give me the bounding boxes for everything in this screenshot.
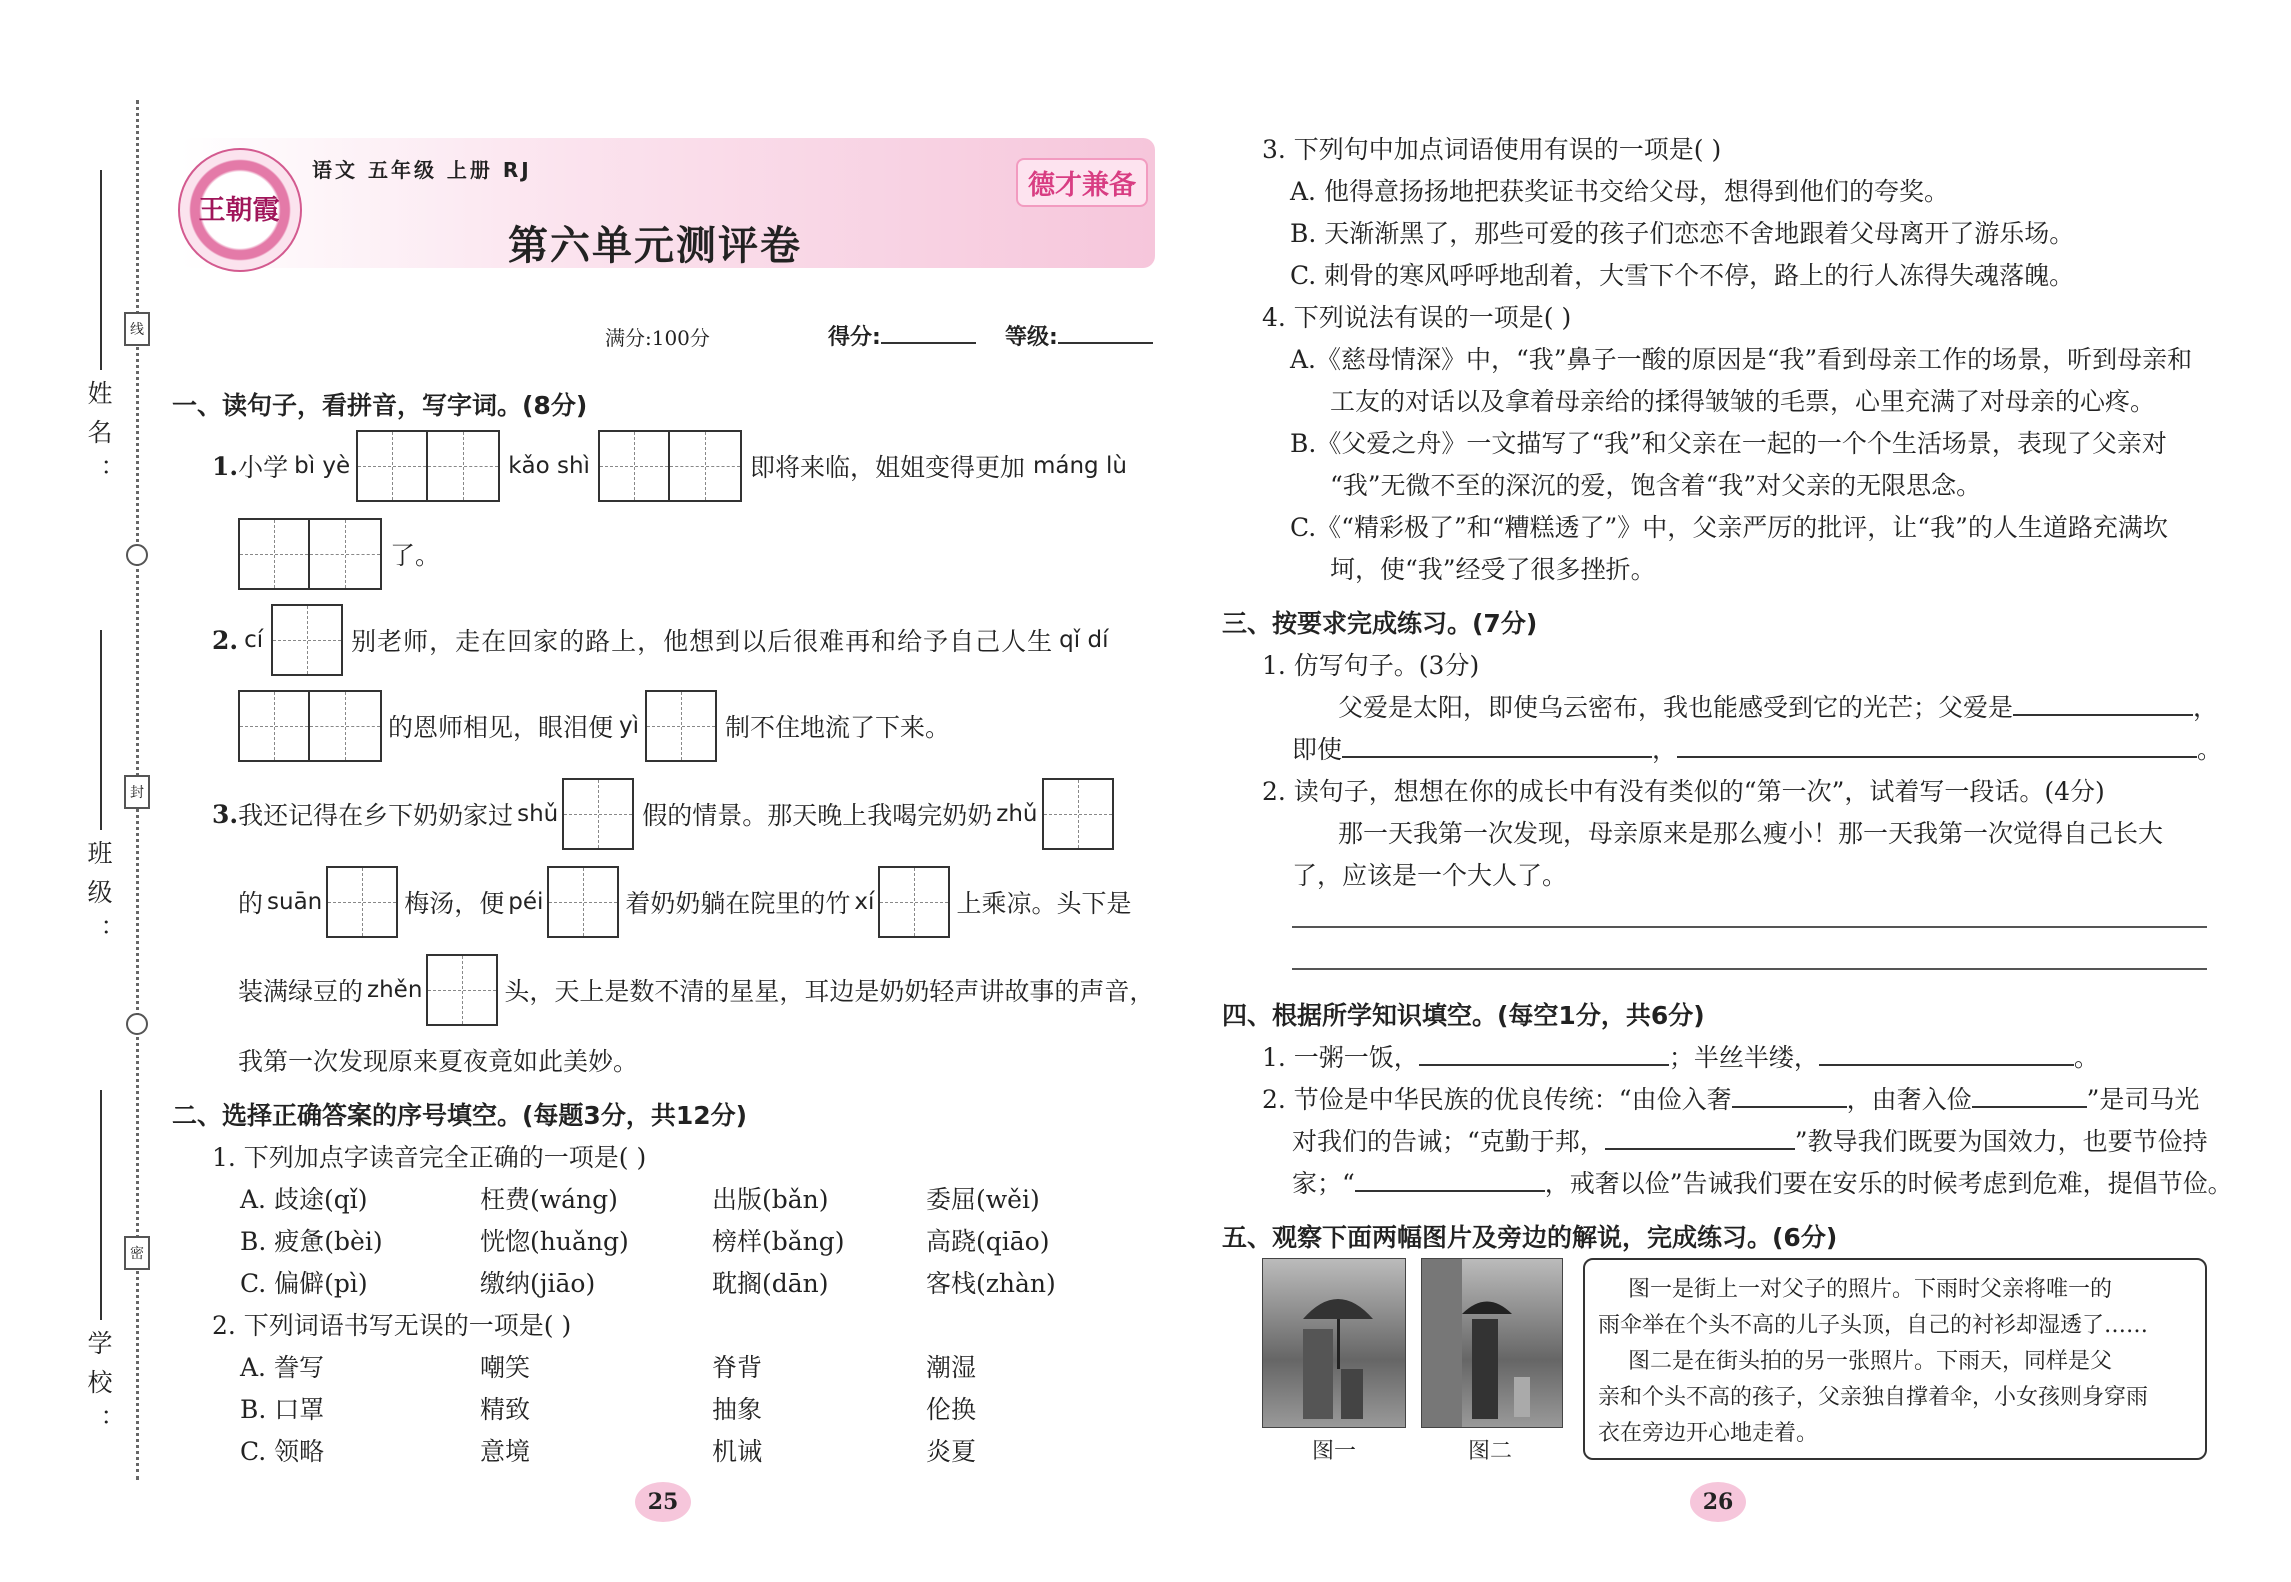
q1-line2: [238, 518, 440, 590]
s4q2-text-b: ，由奢入俭: [1846, 1085, 1972, 1114]
q3-pinyin-3: suān: [267, 889, 323, 915]
q3-pinyin-5: xí: [854, 889, 875, 915]
s4q2-line3: [1292, 1164, 2233, 1200]
q3-text-f: 上乘凉。头下是: [956, 889, 1132, 918]
street-scene-icon: [1422, 1259, 1562, 1427]
caption-line-2: 雨伞举在个头不高的儿子头顶，自己的衬衫却湿透了……: [1598, 1313, 2149, 1338]
answer-line-2[interactable]: [1292, 968, 2207, 970]
grade-blank[interactable]: [1058, 318, 1153, 344]
photo-father-son: [1262, 1258, 1406, 1428]
s3q1-text: 父爱是太阳，即使乌云密布，我也能感受到它的光芒；父爱是: [1338, 693, 2014, 722]
section-2-title: 二、选择正确答案的序号填空。(每题3分，共12分): [172, 1101, 748, 1130]
mc1-option-1-3: 高跷(qiāo): [926, 1227, 1050, 1256]
q3-grid-5[interactable]: [878, 866, 950, 938]
mc1-option-2-1: 缴纳(jiāo): [480, 1269, 596, 1298]
q3-grid-2[interactable]: [1042, 778, 1114, 850]
brand-logo-text: 王朝霞: [198, 195, 280, 226]
q1-line1: [212, 430, 1127, 502]
q3-text-d: 梅汤，便: [404, 889, 505, 918]
q3-text-g: 装满绿豆的: [238, 977, 364, 1006]
mc1-option-2-2: 耽搁(dān): [712, 1269, 829, 1298]
score-field: [828, 318, 976, 351]
mc2-option-1-1: 精致: [480, 1395, 531, 1424]
mc3-option-c: C. 刺骨的寒风呼呼地刮着，大雪下个不停，路上的行人冻得失魂落魄。: [1290, 261, 2075, 290]
mc4-option-c2: 坷，使“我”经受了很多挫折。: [1330, 555, 1656, 584]
s3q1-blank-1[interactable]: [2013, 690, 2193, 716]
binding-hole-icon: [126, 544, 148, 566]
q1-grid-2[interactable]: [598, 430, 742, 502]
s3q2-line2: 了，应该是一个大人了。: [1292, 861, 1568, 890]
q3-grid-6[interactable]: [426, 954, 498, 1026]
mc4-stem: 4. 下列说法有误的一项是( ): [1262, 303, 1572, 332]
subject-info: 语文 五年级 上册 RJ: [312, 158, 532, 182]
q2-text-c: 制不住地流了下来。: [725, 713, 951, 742]
mc4-option-b2: “我”无微不至的深沉的爱，饱含着“我”对父亲的无限思念。: [1330, 471, 1982, 500]
mc4-option-a1: A.《慈母情深》中，“我”鼻子一酸的原因是“我”看到母亲工作的场景，听到母亲和: [1290, 345, 2193, 374]
q3-pinyin-6: zhěn: [367, 977, 423, 1003]
q3-text-h: 头，天上是数不清的星星，耳边是奶奶轻声讲故事的声音，: [504, 977, 1155, 1006]
school-label: 学校：: [84, 1330, 113, 1447]
cut-mark-secret: 密: [124, 1236, 150, 1270]
mc1-option-0-2: 出版(bǎn): [712, 1185, 829, 1214]
photo-father-daughter: [1421, 1258, 1563, 1428]
school-write-line: [100, 1090, 102, 1320]
mc2-option-2-2: 机诫: [712, 1437, 763, 1466]
section-3-title: 三、按要求完成练习。(7分): [1222, 609, 1538, 638]
mc4-option-a2: 工友的对话以及拿着母亲给的揉得皱皱的毛票，心里充满了对母亲的心疼。: [1330, 387, 2156, 416]
score-label: 得分:: [828, 325, 881, 350]
section-4-title: 四、根据所学知识填空。(每空1分，共6分): [1222, 1001, 1705, 1030]
full-score: 满分:100分: [605, 326, 710, 350]
q2-grid-1[interactable]: [271, 604, 343, 676]
s4q2-blank-2[interactable]: [1972, 1082, 2087, 1108]
q2-pinyin-3: yì: [619, 713, 640, 739]
s3q2-line1: 那一天我第一次发现，母亲原来是那么瘦小！那一天我第一次觉得自己长大: [1338, 819, 2164, 848]
q1-text-a: 小学: [238, 453, 289, 482]
mc3-option-b: B. 天渐渐黑了，那些可爱的孩子们恋恋不舍地跟着父母离开了游乐场。: [1290, 219, 2075, 248]
s4q1-text-c: 。: [2073, 1043, 2099, 1072]
class-label: 班级：: [84, 840, 113, 957]
mc2-option-0-3: 潮湿: [926, 1353, 977, 1382]
q2-text-b: 的恩师相见，眼泪便: [388, 713, 614, 742]
s4q1-text-b: ；半丝半缕，: [1668, 1043, 1819, 1072]
q3-grid-1[interactable]: [562, 778, 634, 850]
q1-grid-1[interactable]: [356, 430, 500, 502]
s4q1: [1262, 1038, 2099, 1074]
q1-pinyin-3: máng lù: [1032, 453, 1127, 479]
q1-pinyin-1: bì yè: [294, 453, 351, 479]
q3-text-a: 我还记得在乡下奶奶家过: [238, 801, 514, 830]
q3-line3: [238, 954, 1154, 1026]
mc2-option-0-1: 嘲笑: [480, 1353, 531, 1382]
s4q2-blank-3[interactable]: [1605, 1124, 1795, 1150]
q3-text-e: 着奶奶躺在院里的竹: [625, 889, 851, 918]
mc1-option-0-0: A. 歧途(qǐ): [240, 1185, 368, 1214]
cut-mark-line: 线: [124, 312, 150, 346]
s4q2-blank-1[interactable]: [1732, 1082, 1847, 1108]
mc3-option-a: A. 他得意扬扬地把获奖证书交给父母，想得到他们的夸奖。: [1290, 177, 1949, 206]
score-blank[interactable]: [881, 318, 976, 344]
page-title: 第六单元测评卷: [508, 223, 802, 269]
q3-pinyin-1: shǔ: [517, 801, 559, 827]
s3q1-line1: 父爱是太阳，即使乌云密布，我也能感受到它的光芒；父爱是 ，: [1338, 688, 2218, 724]
mc2-option-0-2: 脊背: [712, 1353, 763, 1382]
mc1-option-2-0: C. 偏僻(pì): [240, 1269, 368, 1298]
q2-pinyin-2: qǐ dí: [1059, 627, 1109, 653]
cut-mark-seal: 封: [124, 775, 150, 809]
caption-line-1: 图一是街上一对父子的照片。下雨时父亲将唯一的: [1628, 1277, 2113, 1302]
q2-grid-3[interactable]: [645, 690, 717, 762]
q3-pinyin-4: péi: [508, 889, 544, 915]
grade-label: 等级:: [1005, 325, 1058, 350]
s4q1-blank-1[interactable]: [1419, 1040, 1669, 1066]
grade-field: [1005, 318, 1153, 351]
answer-line-1[interactable]: [1292, 926, 2207, 928]
s3q1-blank-3[interactable]: [1677, 732, 2197, 758]
q1-pinyin-2: kǎo shì: [508, 453, 590, 479]
mc2-option-2-1: 意境: [480, 1437, 531, 1466]
q1-grid-3[interactable]: [238, 518, 382, 590]
s3q1-blank-2[interactable]: [1342, 732, 1652, 758]
caption-line-4: 亲和个头不高的孩子，父亲独自撑着伞，小女孩则身穿雨: [1598, 1385, 2149, 1410]
section-1-title: 一、读句子，看拼音，写字词。(8分): [172, 391, 588, 420]
q2-grid-2[interactable]: [238, 690, 382, 762]
s4q2-blank-4[interactable]: [1355, 1166, 1545, 1192]
umbrella-icon: [1263, 1259, 1405, 1427]
mc1-stem: 1. 下列加点字读音完全正确的一项是( ): [212, 1143, 647, 1172]
s3q2-stem: 2. 读句子，想想在你的成长中有没有类似的“第一次”，试着写一段话。(4分): [1262, 777, 2105, 806]
figure-1-caption: 图一: [1312, 1439, 1357, 1464]
s3q1-jishi: 即使: [1292, 735, 1343, 764]
class-write-line: [100, 630, 102, 830]
binding-hole-icon: [126, 1013, 148, 1035]
s3q1-comma: ，: [1652, 735, 1678, 764]
s4q1-text-a: 1. 一粥一饭，: [1262, 1043, 1419, 1072]
q3-line4: 我第一次发现原来夏夜竟如此美妙。: [238, 1047, 639, 1076]
q1-text-b: 即将来临，姐姐变得更加: [749, 453, 1025, 482]
motto-badge: 德才兼备: [1016, 158, 1148, 207]
caption-line-3: 图二是在街头拍的另一张照片。下雨天，同样是父: [1628, 1349, 2113, 1374]
figure-2-caption: 图二: [1468, 1439, 1513, 1464]
q3-text-b: 假的情景。那天晚上我喝完奶奶: [642, 801, 993, 830]
mc2-option-1-0: B. 口罩: [240, 1395, 325, 1424]
s4q1-blank-2[interactable]: [1819, 1040, 2074, 1066]
page-number-left: 25: [635, 1482, 691, 1522]
mc4-option-c1: C.《“精彩极了”和“糟糕透了”》中，父亲严厉的批评，让“我”的人生道路充满坎: [1290, 513, 2168, 542]
mc3-stem: 3. 下列句中加点词语使用有误的一项是( ): [1262, 135, 1722, 164]
mc2-stem: 2. 下列词语书写无误的一项是( ): [212, 1311, 572, 1340]
mc2-option-2-3: 炎夏: [926, 1437, 977, 1466]
s4q2-text-f: 家；“: [1292, 1169, 1355, 1198]
s4q2-text-d: 对我们的告诫；“克勤于邦，: [1292, 1127, 1605, 1156]
mc1-option-0-3: 委屈(wěi): [926, 1185, 1040, 1214]
s4q2-line2: [1292, 1122, 2208, 1158]
mc1-option-1-0: B. 疲惫(bèi): [240, 1227, 383, 1256]
s3q1-stem: 1. 仿写句子。(3分): [1262, 651, 1480, 680]
q3-num: 3.: [212, 799, 239, 829]
q1-text-c: 了。: [390, 541, 441, 570]
mc2-option-0-0: A. 誊写: [240, 1353, 324, 1382]
mc2-option-1-3: 伦换: [926, 1395, 977, 1424]
mc1-option-1-2: 榜样(bǎng): [712, 1227, 845, 1256]
mc1-option-2-3: 客栈(zhàn): [926, 1269, 1056, 1298]
s4q2-text-a: 2. 节俭是中华民族的优良传统：“由俭入奢: [1262, 1085, 1732, 1114]
s4q2-line1: [1262, 1080, 2199, 1116]
q2-pinyin-1: cí: [244, 627, 264, 653]
caption-line-5: 衣在旁边开心地走着。: [1598, 1421, 1819, 1446]
q3-text-c: 的: [238, 889, 264, 918]
q3-line1: [212, 778, 1114, 850]
section-5-title: 五、观察下面两幅图片及旁边的解说，完成练习。(6分): [1222, 1223, 1838, 1252]
mc2-option-1-2: 抽象: [712, 1395, 763, 1424]
q2-line2: [238, 690, 950, 762]
q3-grid-4[interactable]: [547, 866, 619, 938]
q2-text-a: 别老师，走在回家的路上，他想到以后很难再和给予自己人生: [351, 627, 1054, 656]
mc4-option-b1: B.《父爱之舟》一文描写了“我”和父亲在一起的一个个生活场景，表现了父亲对: [1290, 429, 2167, 458]
mc2-option-2-0: C. 领略: [240, 1437, 325, 1466]
name-label: 姓名：: [84, 380, 113, 497]
q3-pinyin-2: zhǔ: [996, 801, 1038, 827]
s4q2-text-c: ”是司马光: [2086, 1085, 2200, 1114]
page-number-right: 26: [1690, 1482, 1746, 1522]
s3q1-period: 。: [2197, 735, 2223, 764]
s4q2-text-g: ，戒奢以俭”告诫我们要在安乐的时候考虑到危难，提倡节俭。: [1544, 1169, 2233, 1198]
s4q2-text-e: ”教导我们既要为国效力，也要节俭持: [1794, 1127, 2208, 1156]
q3-grid-3[interactable]: [326, 866, 398, 938]
q3-line2: [238, 866, 1131, 938]
mc1-option-1-1: 恍惚(huǎng): [480, 1227, 629, 1256]
q2-line1: [212, 604, 1108, 676]
s3q1-line2: [1292, 730, 2222, 766]
name-write-line: [100, 170, 102, 370]
mc1-option-0-1: 枉费(wáng): [480, 1185, 618, 1214]
q2-num: 2.: [212, 625, 239, 655]
q1-num: 1.: [212, 451, 239, 481]
